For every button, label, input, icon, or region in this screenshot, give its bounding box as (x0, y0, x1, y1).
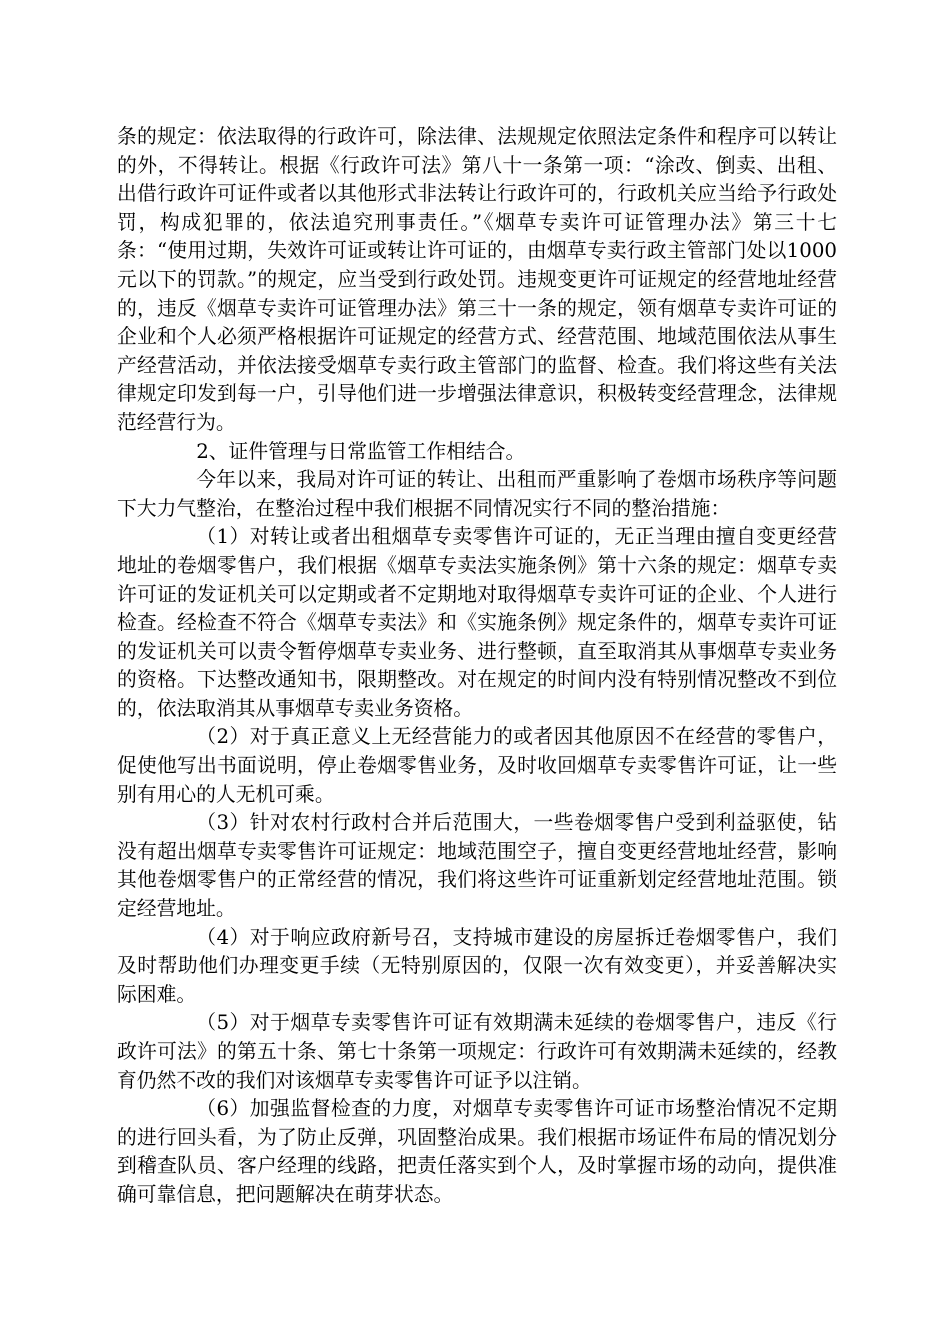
paragraph-intro: 今年以来，我局对许可证的转让、出租而严重影响了卷烟市场秩序等问题下大力气整治，在整治过程中我们根据不同情况实行不同的整治措施： (117, 468, 837, 520)
paragraph-continuation: 条的规定：依法取得的行政许可，除法律、法规规定依照法定条件和程序可以转让的外，不得转让。根据《行政许可法》第八十一条第一项：“涂改、倒卖、出租、出借行政许可证件或者以其他形式非法转让行政许可的，行政机关应当给予行政处罚，构成犯罪的，依法追究刑事责任。”《烟草专卖许可证管理办法》第三十七条：“使用过期，失效许可证或转让许可证的，由烟草专卖行政主管部门处以1000元以下的罚款。”的规定，应当受到行政处罚。违规变更许可证规定的经营地址经营的，违反《烟草专卖许可证管理办法》第三十一条的规定，领有烟草专卖许可证的企业和个人必须严格根据许可证规定的经营方式、经营范围、地域范围依法从事生产经营活动，并依法接受烟草专卖行政主管部门的监督、检查。我们将这些有关法律规定印发到每一户，引导他们进一步增强法律意识，积极转变经营理念，法律规范经营行为。 (117, 125, 837, 434)
list-item-1: （1）对转让或者出租烟草专卖零售许可证的，无正当理由擅自变更经营地址的卷烟零售户，我们根据《烟草专卖法实施条例》第十六条的规定：烟草专卖许可证的发证机关可以定期或者不定期地对取得烟草专卖许可证的企业、个人进行检查。经检查不符合《烟草专卖法》和《实施条例》规定条件的，烟草专卖许可证的发证机关可以责令暂停烟草专卖业务、进行整顿，直至取消其从事烟草专卖业务的资格。下达整改通知书，限期整改。对在规定的时间内没有特别情况整改不到位的，依法取消其从事烟草专卖业务资格。 (117, 525, 837, 720)
list-item-4: （4）对于响应政府新号召，支持城市建设的房屋拆迁卷烟零售户，我们及时帮助他们办理变更手续（无特别原因的，仅限一次有效变更），并妥善解决实际困难。 (117, 925, 837, 1006)
list-item-2: （2）对于真正意义上无经营能力的或者因其他原因不在经营的零售户，促使他写出书面说明，停止卷烟零售业务，及时收回烟草专卖零售许可证，让一些别有用心的人无机可乘。 (117, 725, 837, 806)
list-item-3: （3）针对农村行政村合并后范围大，一些卷烟零售户受到利益驱使，钻没有超出烟草专卖零售许可证规定：地域范围空子，擅自变更经营地址经营，影响其他卷烟零售户的正常经营的情况，我们将这些许可证重新划定经营地址范围。锁定经营地址。 (117, 811, 837, 921)
section-heading: 2、证件管理与日常监管工作相结合。 (196, 439, 526, 463)
list-item-6: （6）加强监督检查的力度，对烟草专卖零售许可证市场整治情况不定期的进行回头看，为了防止反弹，巩固整治成果。我们根据市场证件布局的情况划分到稽查队员、客户经理的线路，把责任落实到个人，及时掌握市场的动向，提供准确可靠信息，把问题解决在萌芽状态。 (117, 1097, 837, 1206)
document-page (117, 123, 837, 1210)
list-item-5: （5）对于烟草专卖零售许可证有效期满未延续的卷烟零售户，违反《行政许可法》的第五十条、第七十条第一项规定：行政许可有效期满未延续的，经教育仍然不改的我们对该烟草专卖零售许可证予以注销。 (117, 1011, 837, 1092)
